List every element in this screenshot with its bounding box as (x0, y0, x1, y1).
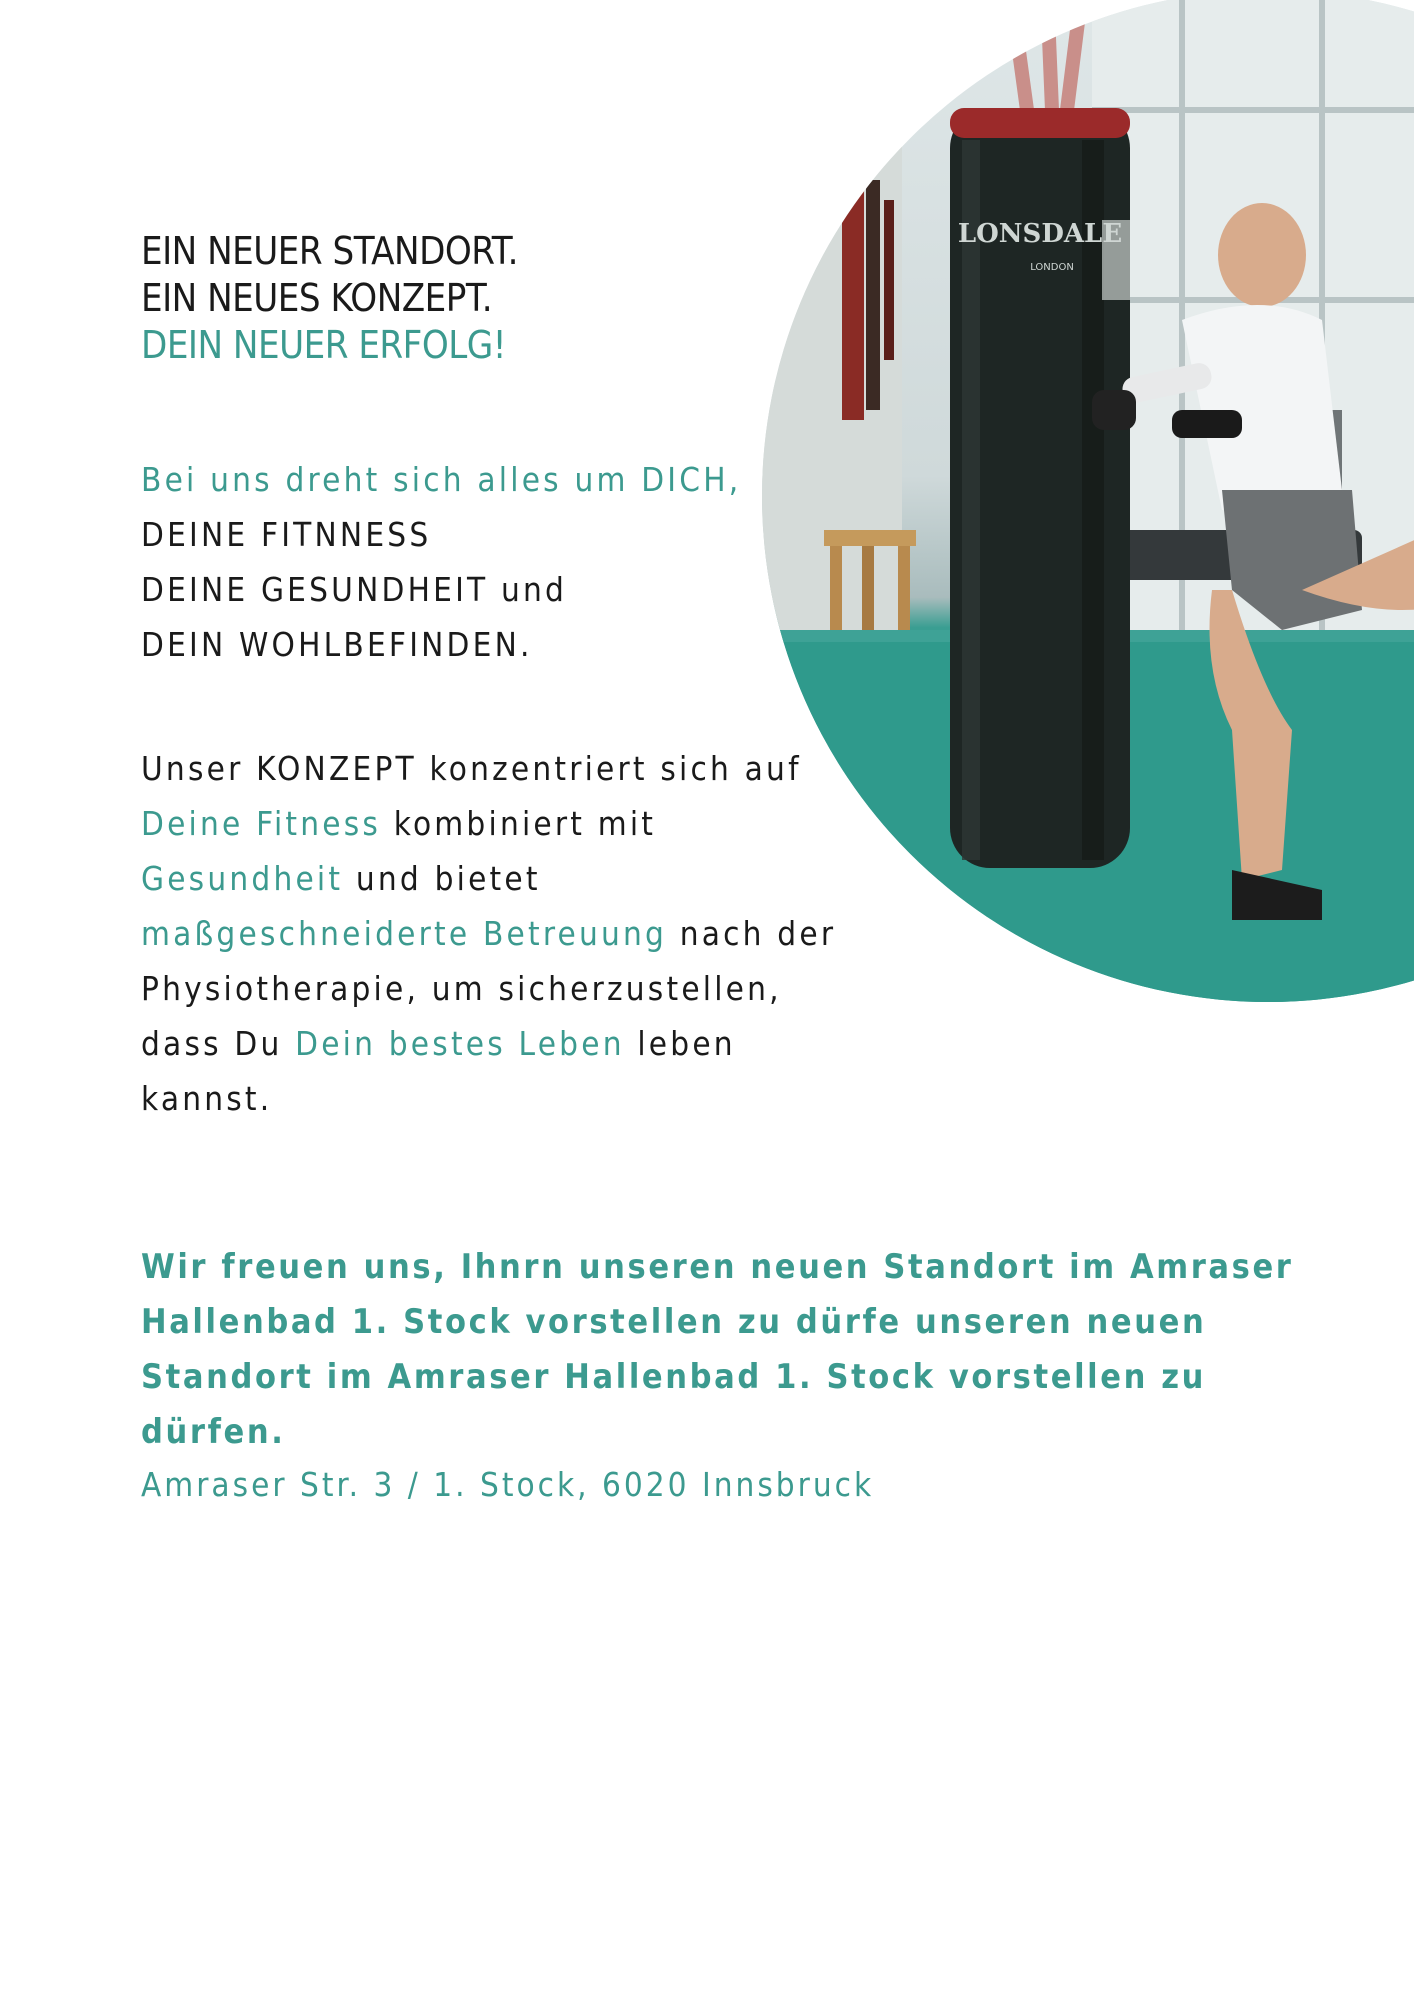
welcome-line-1: Wir freuen uns, Ihnrn unseren neuen Standort im Amraser (141, 1247, 1294, 1287)
concept-line-6 (141, 1016, 836, 1071)
hero-photo-boxing (762, 0, 1414, 1002)
intro-paragraph (141, 452, 741, 672)
concept-highlight-fitness: Deine Fitness (141, 804, 382, 843)
welcome-line-4: dürfen. (141, 1412, 286, 1452)
concept-line-6-pre: dass Du (141, 1024, 296, 1063)
concept-line-3-rest: und bietet (343, 859, 541, 898)
concept-line-2-rest: kombiniert mit (381, 804, 657, 843)
address: Amraser Str. 3 / 1. Stock, 6020 Innsbruck (141, 1465, 875, 1504)
concept-line-3 (141, 851, 836, 906)
concept-line-4 (141, 906, 836, 961)
headline-line-2: EIN NEUES KONZEPT. (141, 276, 493, 320)
concept-line-2 (141, 796, 836, 851)
intro-line-1: Bei uns dreht sich alles um DICH, (141, 460, 742, 499)
headline-line-1: EIN NEUER STANDORT. (141, 229, 519, 273)
intro-line-3: DEINE GESUNDHEIT und (141, 570, 568, 609)
welcome-announcement (141, 1240, 1294, 1460)
concept-line-5: Physiotherapie, um sicherzustellen, (141, 969, 782, 1008)
boxing-scene-illustration (762, 0, 1414, 1002)
concept-line-4-rest: nach der (667, 914, 837, 953)
bag-brand-label: LONSDALE (957, 219, 1123, 249)
bag-brand-sub-label: LONDON (1030, 262, 1074, 273)
concept-paragraph (141, 741, 836, 1126)
intro-line-4: DEIN WOHLBEFINDEN. (141, 625, 533, 664)
welcome-line-3: Standort im Amraser Hallenbad 1. Stock vorstellen zu (141, 1357, 1206, 1397)
intro-line-2: DEINE FITNNESS (141, 515, 432, 554)
concept-highlight-betreuung: maßgeschneiderte Betreuung (141, 914, 668, 953)
concept-highlight-gesundheit: Gesundheit (141, 859, 344, 898)
concept-line-6-rest: leben (624, 1024, 736, 1063)
concept-highlight-leben: Dein bestes Leben (295, 1024, 625, 1063)
welcome-line-2: Hallenbad 1. Stock vorstellen zu dürfe unseren neuen (141, 1302, 1207, 1342)
headline (141, 228, 518, 369)
concept-line-1: Unser KONZEPT konzentriert sich auf (141, 749, 802, 788)
concept-line-7: kannst. (141, 1079, 273, 1118)
headline-line-3: DEIN NEUER ERFOLG! (141, 323, 506, 367)
